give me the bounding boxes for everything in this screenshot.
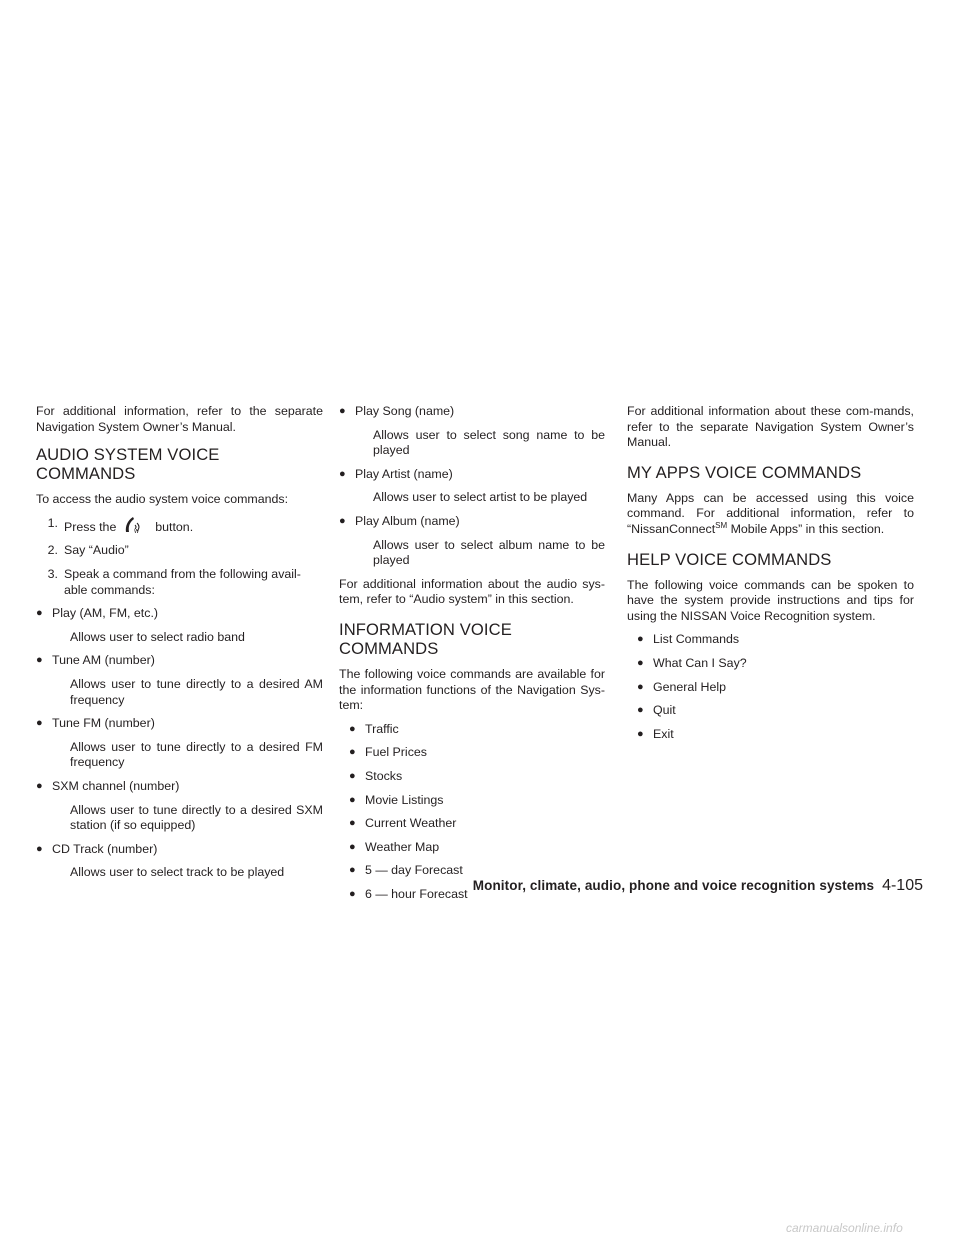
section-heading-help: HELP VOICE COMMANDS <box>627 549 832 569</box>
command-description: Allows user to select radio band <box>70 629 245 644</box>
command-item <box>36 779 323 795</box>
step-1 <box>36 516 323 536</box>
column-left <box>36 404 323 881</box>
command-label: CD Track (number) <box>52 841 158 856</box>
command-item <box>339 467 605 483</box>
command-label: SXM channel (number) <box>52 778 180 793</box>
help-paragraph: The following voice commands can be spoken to have the system provide instructions and tips for using the NISSAN Voice Recognition system. <box>627 577 914 623</box>
command-label: Tune AM (number) <box>52 653 155 668</box>
bullet-icon: ● <box>637 633 644 646</box>
bullet-item <box>349 840 605 856</box>
bullet-icon: ● <box>36 607 43 620</box>
bullet-icon: ● <box>349 840 356 853</box>
column-middle <box>339 404 605 902</box>
step-text-post: button. <box>155 519 194 534</box>
heading-line: AUDIO SYSTEM VOICE <box>36 445 220 465</box>
command-item <box>36 716 323 732</box>
bullet-icon: ● <box>349 746 356 759</box>
command-description: Allows user to select album name to be played <box>373 537 605 568</box>
intro-paragraph: For additional information about these com-mands, refer to the separate Navigation System Owner’s Manual. <box>627 404 914 450</box>
bullet-text: 6 — hour Forecast <box>365 886 468 901</box>
command-description: Allows user to select artist to be played <box>373 490 588 505</box>
bullet-item <box>637 656 914 672</box>
heading-line: COMMANDS <box>36 464 136 484</box>
step-text <box>64 516 323 536</box>
bullet-text: What Can I Say? <box>653 655 747 670</box>
bullet-icon: ● <box>36 842 43 855</box>
bullet-icon: ● <box>339 467 346 480</box>
command-item <box>36 653 323 669</box>
information-lead-paragraph: The following voice commands are available for the information functions of the Navigation Sys-tem: <box>339 666 605 713</box>
bullet-text: 5 — day Forecast <box>365 863 463 878</box>
column-right <box>627 404 914 742</box>
audio-reference-paragraph: For additional information about the audio sys-tem, refer to “Audio system” in this section. <box>339 576 605 607</box>
svg-text:W: W <box>133 528 139 534</box>
my-apps-paragraph <box>627 491 914 538</box>
bullet-icon: ● <box>36 654 43 667</box>
section-heading-audio <box>36 445 323 483</box>
bullet-icon: ● <box>349 769 356 782</box>
page-footer <box>473 877 923 895</box>
command-label: Play Artist (name) <box>355 466 453 481</box>
bullet-icon: ● <box>349 793 356 806</box>
lead-paragraph: To access the audio system voice commands: <box>36 492 289 507</box>
bullet-text: Exit <box>653 726 674 741</box>
command-item <box>339 404 605 420</box>
command-item <box>36 842 323 858</box>
bullet-item <box>637 680 914 696</box>
command-label: Play (AM, FM, etc.) <box>52 606 159 621</box>
bullet-icon: ● <box>36 717 43 730</box>
step-number: 3. <box>47 566 58 581</box>
bullet-icon: ● <box>637 656 644 669</box>
command-item <box>36 606 323 622</box>
bullet-item <box>637 703 914 719</box>
bullet-text: Traffic <box>365 721 399 736</box>
step-2 <box>36 543 323 559</box>
bullet-item <box>349 769 605 785</box>
section-heading-my-apps: MY APPS VOICE COMMANDS <box>627 462 862 482</box>
bullet-text: General Help <box>653 679 727 694</box>
bullet-item <box>349 745 605 761</box>
bullet-item <box>349 816 605 832</box>
bullet-text: Fuel Prices <box>365 745 427 760</box>
bullet-text: Current Weather <box>365 816 457 831</box>
bullet-text: Stocks <box>365 768 403 783</box>
step-text: Speak a command from the following avail-able commands: <box>64 566 301 597</box>
bullet-icon: ● <box>349 722 356 735</box>
watermark: carmanualsonline.info <box>786 1221 903 1235</box>
command-description: Allows user to select song name to be played <box>373 427 605 458</box>
bullet-item <box>349 722 605 738</box>
command-description: Allows user to tune directly to a desired FM frequency <box>70 739 323 770</box>
bullet-text: List Commands <box>653 632 740 647</box>
command-label: Play Song (name) <box>355 404 455 418</box>
command-item <box>339 514 605 530</box>
command-label: Tune FM (number) <box>52 716 155 731</box>
bullet-text: Quit <box>653 703 676 718</box>
step-3 <box>36 567 323 598</box>
bullet-text: Movie Listings <box>365 792 444 807</box>
bullet-item <box>637 632 914 648</box>
command-description: Allows user to tune directly to a desired AM frequency <box>70 676 323 707</box>
bullet-item <box>637 727 914 743</box>
chapter-title: Monitor, climate, audio, phone and voice recognition systems <box>472 878 875 893</box>
bullet-icon: ● <box>637 704 644 717</box>
service-mark: SM <box>715 520 728 530</box>
my-apps-text: Many Apps can be accessed using this voice command. For additional information, refer to “NissanConnect <box>627 490 914 536</box>
page-number: 4-105 <box>882 877 923 894</box>
bullet-text: Weather Map <box>365 839 440 854</box>
step-number: 2. <box>47 543 58 558</box>
bullet-icon: ● <box>637 680 644 693</box>
command-description: Allows user to select track to be played <box>70 865 285 880</box>
bullet-icon: ● <box>349 817 356 830</box>
voice-recognition-icon <box>122 516 146 534</box>
bullet-item <box>349 793 605 809</box>
step-text-pre: Press the <box>64 519 117 534</box>
intro-paragraph: For additional information, refer to the separate Navigation System Owner’s Manual. <box>36 404 323 434</box>
step-number: 1. <box>47 515 58 530</box>
bullet-icon: ● <box>339 514 346 527</box>
command-description: Allows user to tune directly to a desired SXM station (if so equipped) <box>70 802 323 833</box>
bullet-icon: ● <box>339 405 346 417</box>
bullet-icon: ● <box>36 779 43 792</box>
section-heading-information: INFORMATION VOICE COMMANDS <box>339 619 512 658</box>
bullet-icon: ● <box>349 887 356 900</box>
bullet-icon: ● <box>637 727 644 740</box>
bullet-icon: ● <box>349 864 356 877</box>
step-text: Say “Audio” <box>64 543 129 558</box>
command-label: Play Album (name) <box>355 513 460 528</box>
my-apps-text: Mobile Apps” in this section. <box>727 521 885 536</box>
